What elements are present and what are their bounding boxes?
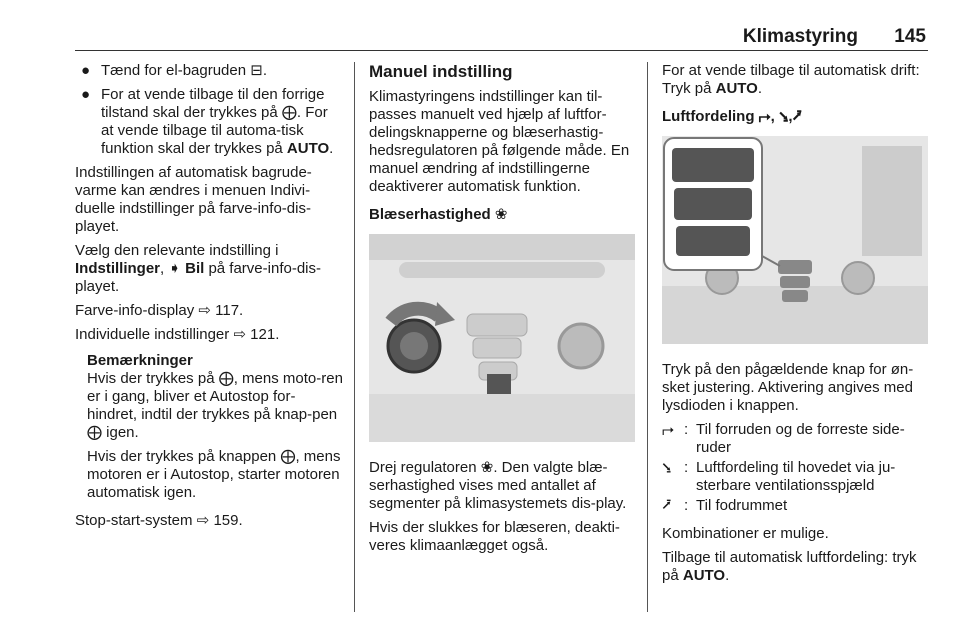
air-distribution-list	[662, 421, 928, 515]
paragraph: Tilbage til automatisk luftfordeling: tryk på AUTO.	[662, 549, 917, 584]
fan-icon: ❀	[494, 206, 508, 223]
sub-heading: Blæserhastighed ❀	[369, 206, 508, 223]
auto-label: AUTO	[286, 140, 330, 157]
list-item: ⭷ : Til fodrummet	[662, 497, 788, 514]
figure-fan-control	[369, 234, 635, 447]
list-item: ⮣ : Til forruden og de forreste side-ruder	[662, 421, 905, 456]
eco-mode-icon: ⨁	[87, 424, 102, 441]
note-title: Bemærkninger	[87, 352, 193, 369]
bullet-dot: ●	[81, 86, 91, 103]
column-3	[662, 62, 928, 591]
windscreen-icon: ⮣	[662, 421, 675, 438]
bullet-dot: ●	[81, 62, 91, 79]
auto-label: AUTO	[682, 567, 726, 584]
note-paragraph: Hvis der trykkes på knappen ⨁, mens motoren er i Autostop, starter motoren automatisk igen.	[87, 448, 341, 501]
cross-reference[interactable]: Individuelle indstillinger ⇨ 121.	[75, 326, 280, 343]
reference-arrow-icon: ⇨	[198, 302, 211, 319]
cross-reference[interactable]: Farve-info-display ⇨ 117.	[75, 302, 244, 319]
auto-label: AUTO	[715, 80, 758, 97]
list-item: ⭸ : Luftfordeling til hovedet via ju-sterbare ventilationsspjæld	[662, 459, 896, 494]
paragraph: Klimastyringens indstillinger kan til-passes manuelt ved hjælp af luftfor-delingsknapperne og blæserhastig-hedsregulatoren på følgende måde. En manuel ændring af indstillingerne deaktiverer automatisk funktion.	[369, 88, 630, 195]
reference-arrow-icon: ⇨	[196, 512, 210, 529]
eco-mode-icon: ⨁	[218, 370, 234, 387]
fan-icon: ❀	[480, 459, 494, 476]
page-header	[75, 24, 928, 51]
column-1	[75, 62, 343, 536]
air-distribution-illustration	[662, 136, 928, 344]
cross-reference[interactable]: Stop-start-system ⇨ 159.	[75, 512, 243, 529]
eco-mode-icon: ⨁	[280, 448, 296, 465]
bullet-item: ● Tænd for el-bagruden ⊟.	[81, 62, 268, 79]
fan-control-illustration	[369, 234, 635, 442]
column-divider-1	[354, 62, 355, 612]
air-distribution-icons: ⮣, ⭸,⭷	[758, 108, 802, 125]
page-title: Klimastyring	[742, 26, 858, 47]
sub-heading: Luftfordeling ⮣, ⭸,⭷	[662, 108, 802, 125]
paragraph: Kombinationer er mulige.	[662, 525, 829, 542]
head-vent-icon: ⭸	[662, 459, 672, 476]
column-divider-2	[647, 62, 648, 612]
page-number: 145	[894, 26, 926, 47]
eco-mode-icon: ⨁	[281, 104, 297, 121]
note-paragraph: Hvis der trykkes på ⨁, mens moto-ren er i gang, bliver et Autostop for-hindret, indtil der trykkes på knap-pen ⨁ igen.	[87, 370, 343, 441]
figure-air-distribution	[662, 136, 928, 349]
section-heading: Manuel indstilling	[369, 62, 513, 81]
paragraph: For at vende tilbage til automatisk drift: Tryk på AUTO.	[662, 62, 920, 97]
paragraph: Tryk på den pågældende knap for øn-sket justering. Aktivering angives med lysdioden i knappen.	[662, 361, 914, 414]
paragraph: Hvis der slukkes for blæseren, deakti-veres klimaanlægget også.	[369, 519, 620, 554]
reference-arrow-icon: ⇨	[233, 326, 247, 343]
footwell-icon: ⭷	[662, 497, 672, 514]
paragraph: Vælg den relevante indstilling i Indstillinger, ➧ Bil på farve-info-dis-playet.	[75, 242, 321, 295]
column-2	[369, 62, 635, 561]
note-box	[75, 352, 343, 502]
bullet-item: ● For at vende tilbage til den forrige tilstand skal der trykkes på ⨁. For at vende tilbage til automa-tisk funktion skal der trykkes på AUTO.	[81, 86, 334, 157]
paragraph: Drej regulatoren ❀. Den valgte blæ-serhastighed vises med antallet af segmenter på klimasystemets dis-play.	[369, 459, 627, 512]
paragraph: Indstillingen af automatisk bagrude-varme kan ændres i menuen Indivi-duelle indstillinger på farve-info-dis-playet.	[75, 164, 312, 235]
rear-window-heat-icon: ⊟	[250, 62, 263, 79]
menu-arrow-icon: ➧	[168, 260, 181, 277]
